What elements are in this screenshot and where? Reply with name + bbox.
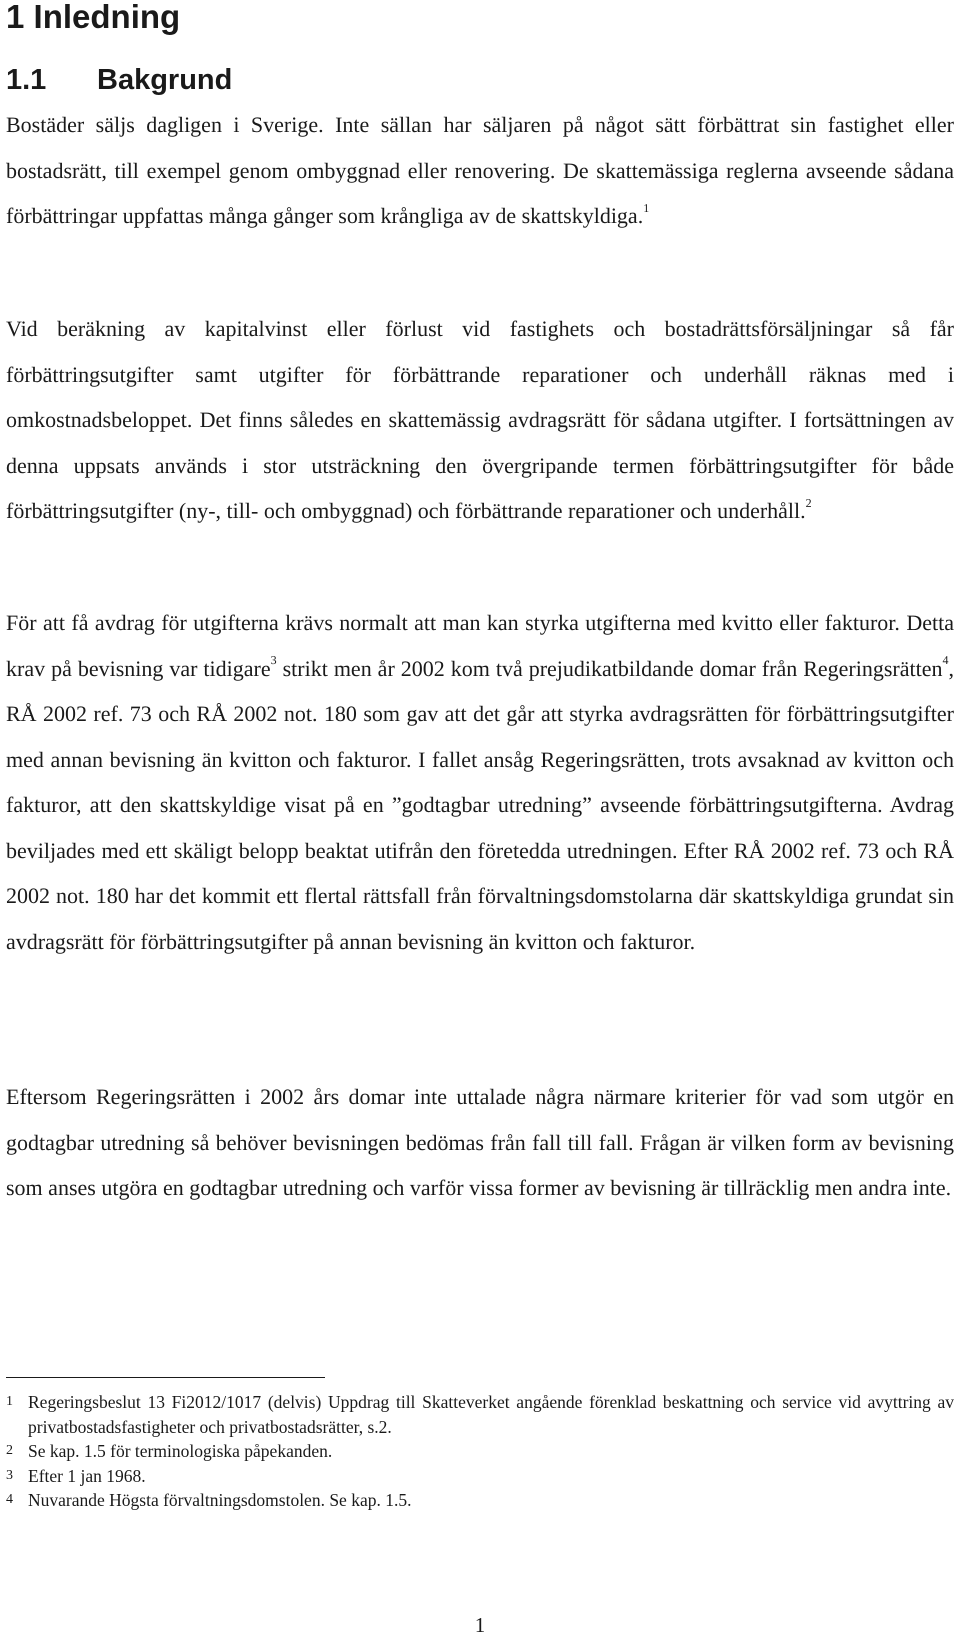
paragraph-text: strikt men år 2002 kom två prejudikatbildande domar från Regeringsrätten — [276, 655, 943, 681]
footnote-1 — [6, 1390, 954, 1439]
footnote-ref-1[interactable]: 1 — [643, 200, 650, 215]
chapter-heading — [6, 0, 180, 38]
footnote-separator — [6, 1377, 325, 1378]
footnote-text: Regeringsbeslut 13 Fi2012/1017 (delvis) Uppdrag till Skatteverket angående förenklad beskattning och service vid avyttring av privatbostadsfastigheter och privatbostadsrätter, s.2. — [28, 1392, 954, 1437]
footnotes — [6, 1390, 954, 1513]
footnote-3 — [6, 1464, 954, 1489]
footnote-ref-2[interactable]: 2 — [805, 495, 812, 510]
paragraph-2 — [6, 306, 954, 534]
footnote-number: 3 — [6, 1467, 13, 1483]
chapter-title: Inledning — [33, 0, 181, 35]
paragraph-text: För att få avdrag för utgifterna krävs normalt att man kan styrka utgifterna med kvitto eller fakturor. Detta krav på bevisning var tidigare — [6, 610, 954, 681]
footnote-2 — [6, 1439, 954, 1464]
footnote-number: 4 — [6, 1492, 13, 1507]
chapter-number: 1 — [6, 0, 25, 35]
footnote-number: 1 — [6, 1394, 13, 1409]
page-number: 1 — [474, 1613, 486, 1637]
section-title: Bakgrund — [97, 64, 233, 96]
section-number: 1.1 — [6, 64, 47, 96]
footnote-text: Se kap. 1.5 för terminologiska påpekanden. — [28, 1441, 333, 1461]
paragraph-text: , RÅ 2002 ref. 73 och RÅ 2002 not. 180 som gav att det går att styrka avdragsrätten för förbättringsutgifter med annan bevisning än kvitton och fakturor. I fallet ansåg Regeringsrätten, trots avsaknad av kvitton och fakturor, att den skattskyldige visat på en ”godtagbar utredning” avseende förbättringsutgifterna. Avdrag beviljades med ett skäligt belopp beaktat utifrån den företedda utredningen. Efter RÅ 2002 ref. 73 och RÅ 2002 not. 180 har det kommit ett flertal rättsfall från förvaltningsdomstolarna där skattskyldiga grundat sin avdragsrätt för förbättringsutgifter på annan bevisning än kvitton och fakturor. — [6, 655, 954, 954]
paragraph-1 — [6, 102, 954, 239]
section-heading — [6, 60, 232, 100]
footnote-ref-3[interactable]: 3 — [270, 653, 277, 668]
footnote-text: Nuvarande Högsta förvaltningsdomstolen. Se kap. 1.5. — [28, 1490, 412, 1510]
paragraph-text: Eftersom Regeringsrätten i 2002 års domar inte uttalade några närmare kriterier för vad som utgör en godtagbar utredning så behöver bevisningen bedömas från fall till fall. Frågan är vilken form av bevisning som anses utgöra en godtagbar utredning och varför vissa former av bevisning är tillräcklig men andra inte. — [6, 1084, 954, 1200]
paragraph-text: Vid beräkning av kapitalvinst eller förlust vid fastighets och bostadrättsförsäljningar så får förbättringsutgifter samt utgifter för förbättrande reparationer och underhåll räknas med i omkostnadsbeloppet. Det finns således en skattemässig avdragsrätt för sådana utgifter. I fortsättningen av denna uppsats används i stor utsträckning den övergripande termen förbättringsutgifter för både förbättringsutgifter (ny-, till- och ombyggnad) och förbättrande reparationer och underhåll. — [6, 316, 954, 523]
footnote-text: Efter 1 jan 1968. — [28, 1465, 146, 1486]
footnote-ref-4[interactable]: 4 — [942, 653, 949, 668]
paragraph-4 — [6, 1074, 954, 1211]
footnote-4 — [6, 1488, 954, 1513]
paragraph-text: Bostäder säljs dagligen i Sverige. Inte sällan har säljaren på något sätt förbättrat sin fastighet eller bostadsrätt, till exempel genom ombyggnad eller renovering. De skattemässiga reglerna avseende sådana förbättringar uppfattas många gånger som krångliga av de skattskyldiga. — [6, 112, 954, 228]
footnote-number: 2 — [6, 1443, 13, 1458]
paragraph-3 — [6, 600, 954, 964]
